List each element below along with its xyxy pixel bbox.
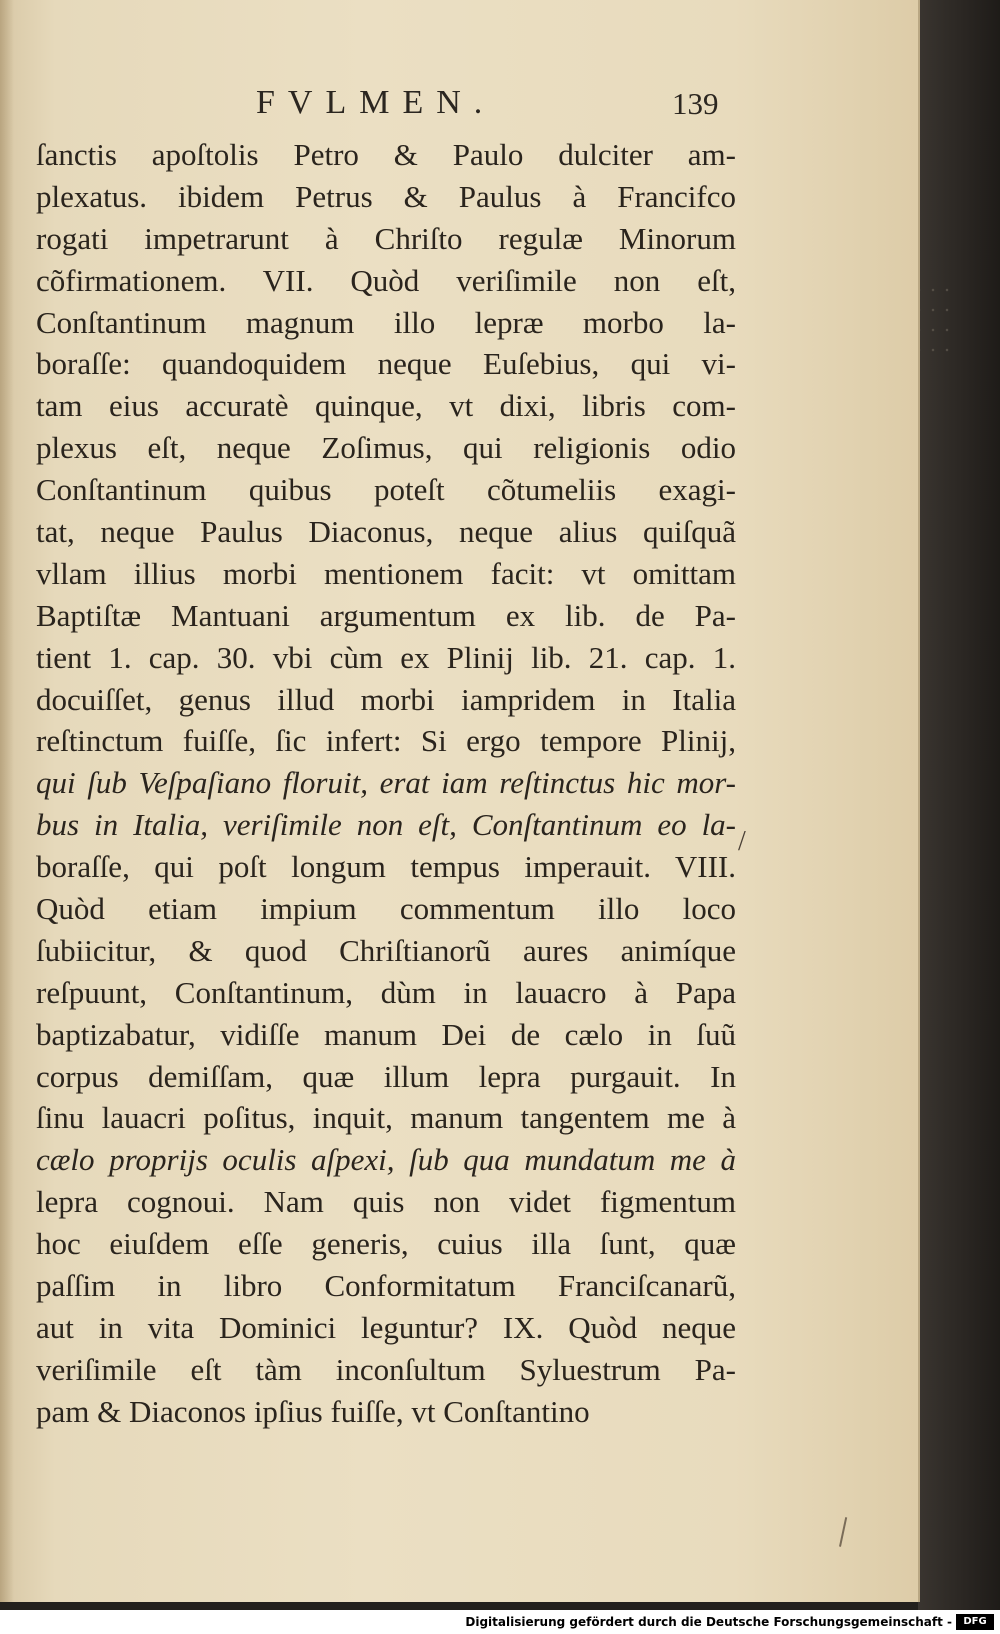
text-line: boraſſe, qui poſt longum tempus imperauit. VIII. bbox=[36, 849, 736, 885]
text-line: plexatus. ibidem Petrus & Paulus à Francifco bbox=[36, 178, 736, 214]
text-line: reſtinctum fuiſſe, ſic infert: Si ergo tempore Plinij, bbox=[36, 723, 736, 759]
text-line: tient 1. cap. 30. vbi cùm ex Plinij lib. 21. cap. 1. bbox=[36, 639, 736, 675]
page-number: 139 bbox=[672, 86, 719, 121]
text-line: Conſtantinum quibus poteſt cõtumeliis exagi- bbox=[36, 472, 736, 508]
text-line: Baptiſtæ Mantuani argumentum ex lib. de Pa- bbox=[36, 597, 736, 633]
text-line-italic: bus in Italia, veriſimile non eſt, Conſtantinum eo la- bbox=[36, 807, 736, 843]
text-line: aut in vita Dominici leguntur? IX. Quòd neque bbox=[36, 1309, 736, 1345]
text-line: baptizabatur, vidiſſe manum Dei de cælo in ſuũ bbox=[36, 1016, 736, 1052]
text-line: docuiſſet, genus illud morbi iampridem in Italia bbox=[36, 681, 736, 717]
text-line: ſubiicitur, & quod Chriſtianorũ aures animíque bbox=[36, 932, 736, 968]
dfg-logo: DFG bbox=[956, 1614, 994, 1630]
text-line-italic: qui ſub Veſpaſiano floruit, erat iam reſtinctus hic mor- bbox=[36, 765, 736, 801]
text-line: boraſſe: quandoquidem neque Euſebius, qui vi- bbox=[36, 346, 736, 382]
text-line: reſpuunt, Conſtantinum, dùm in lauacro à Papa bbox=[36, 974, 736, 1010]
text-line: lepra cognoui. Nam quis non videt figmentum bbox=[36, 1184, 736, 1220]
text-line: cõfirmationem. VII. Quòd veriſimile non eſt, bbox=[36, 262, 736, 298]
pencil-stroke bbox=[839, 1517, 857, 1549]
margin-mark: / bbox=[738, 826, 746, 857]
text-line: corpus demiſſam, quæ illum lepra purgauit. In bbox=[36, 1058, 736, 1094]
text-line: paſſim in libro Conformitatum Franciſcanarũ, bbox=[36, 1268, 736, 1304]
text-line: hoc eiuſdem eſſe generis, cuius illa ſunt, quæ bbox=[36, 1226, 736, 1262]
text-line: ſanctis apoſtolis Petro & Paulo dulciter am- bbox=[36, 137, 736, 172]
text-line: tam eius accuratè quinque, vt dixi, libris com- bbox=[36, 388, 736, 424]
spine-shadow bbox=[0, 0, 14, 1602]
funding-credit: Digitalisierung gefördert durch die Deutsche Forschungsgemeinschaft - bbox=[465, 1615, 952, 1629]
text-line: pam & Diaconos ipſius fuiſſe, vt Conſtantino bbox=[36, 1393, 590, 1429]
body-text bbox=[36, 134, 736, 1433]
text-line-italic: cælo proprijs oculis aſpexi, ſub qua mundatum me à bbox=[36, 1142, 736, 1178]
text-line: ſinu lauacri poſitus, inquit, manum tangentem me à bbox=[36, 1100, 736, 1136]
adjacent-page-edge bbox=[918, 0, 1000, 1610]
text-line: veriſimile eſt tàm inconſultum Syluestrum Pa- bbox=[36, 1351, 736, 1387]
footer-bar bbox=[0, 1610, 1000, 1634]
text-line: tat, neque Paulus Diaconus, neque alius quiſquã bbox=[36, 514, 736, 550]
text-line: Quòd etiam impium commentum illo loco bbox=[36, 891, 736, 927]
page-header bbox=[0, 84, 918, 124]
text-line: rogati impetrarunt à Chriſto regulæ Minorum bbox=[36, 220, 736, 256]
running-head: FVLMEN. bbox=[256, 84, 496, 121]
text-line: plexus eſt, neque Zoſimus, qui religionis odio bbox=[36, 430, 736, 466]
text-line: vllam illius morbi mentionem facit: vt omittam bbox=[36, 555, 736, 591]
text-line: Conſtantinum magnum illo lepræ morbo la- bbox=[36, 304, 736, 340]
